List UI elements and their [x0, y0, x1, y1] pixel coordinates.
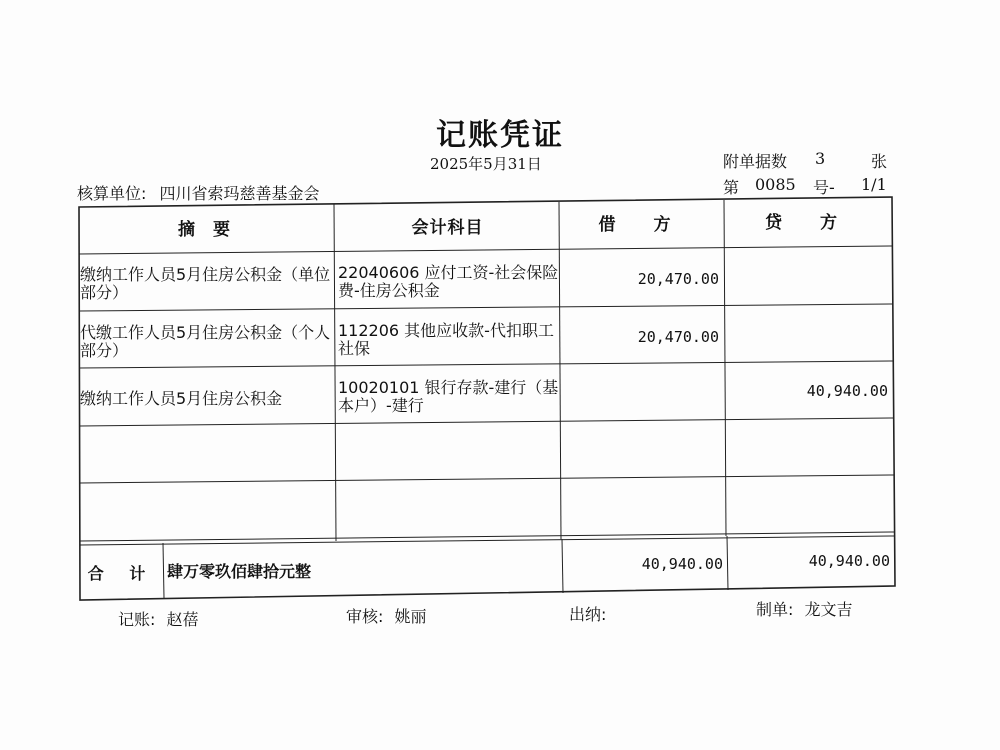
row1-debit: 20,470.00 [637, 270, 719, 288]
signature-preparer [756, 597, 853, 620]
row1-account: 22040606 应付工资-社会保险费-住房公积金 [338, 263, 559, 300]
voucher-no-prefix: 第 [723, 178, 740, 197]
row3-credit: 40,940.00 [806, 382, 888, 400]
attachments-label: 附单据数 [723, 152, 788, 171]
row3-account: 10020101 银行存款-建行（基本户）-建行 [338, 378, 559, 415]
voucher-page: 1/1 [861, 175, 887, 194]
header-credit: 贷 方 [765, 213, 853, 233]
cashier-label: 出纳: [569, 605, 607, 624]
bookkeeper-name: 赵蓓 [166, 610, 199, 629]
row3-summary: 缴纳工作人员5月住房公积金 [80, 389, 283, 408]
unit-label: 核算单位: [77, 184, 147, 203]
header-account: 会计科目 [411, 218, 484, 238]
bookkeeper-label: 记账: [118, 610, 156, 629]
signature-cashier [569, 602, 612, 625]
preparer-name: 龙文吉 [804, 600, 853, 619]
reviewer-name: 姚丽 [394, 607, 427, 626]
header-debit: 借 方 [598, 215, 687, 235]
voucher-no-suffix: 号- [813, 178, 835, 197]
unit-name: 四川省索玛慈善基金会 [159, 184, 320, 203]
row2-debit: 20,470.00 [637, 328, 719, 346]
row2-summary: 代缴工作人员5月住房公积金（个人部分） [80, 323, 331, 360]
attachments-count: 3 [815, 149, 826, 168]
row1-summary: 缴纳工作人员5月住房公积金（单位部分） [80, 265, 331, 302]
attachments-unit: 张 [871, 152, 888, 171]
voucher-title: 记账凭证 [436, 118, 564, 153]
preparer-label: 制单: [756, 600, 794, 619]
row2-account: 112206 其他应收款-代扣职工社保 [338, 321, 554, 358]
reviewer-label: 审核: [346, 607, 384, 626]
total-debit: 40,940.00 [641, 555, 723, 573]
signature-bookkeeper [118, 607, 199, 630]
header-summary: 摘 要 [178, 220, 236, 240]
voucher-no-value: 0085 [755, 175, 796, 194]
total-label: 合 计 [87, 564, 156, 583]
signature-reviewer [346, 604, 427, 627]
voucher-date: 2025年5月31日 [430, 155, 542, 173]
total-credit: 40,940.00 [808, 552, 890, 570]
total-amount-words: 肆万零玖佰肆拾元整 [167, 562, 312, 581]
